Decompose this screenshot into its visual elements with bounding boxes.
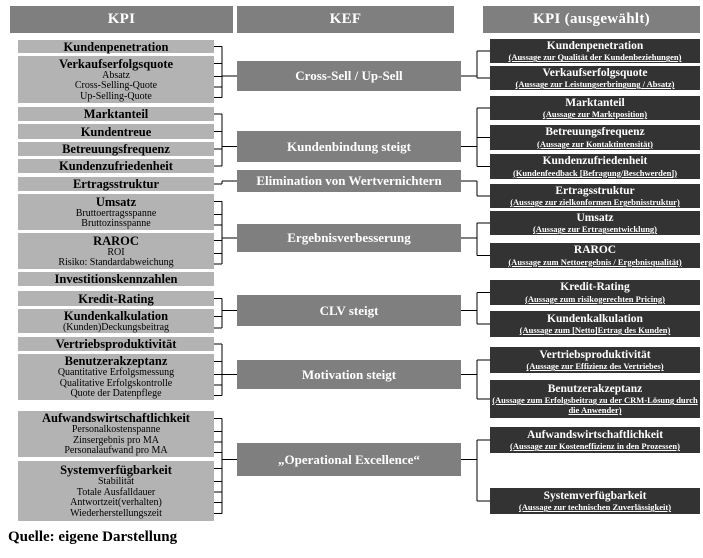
- kpi-box: [18, 107, 214, 121]
- selected-kpi-title: Marktanteil: [565, 96, 625, 109]
- kpi-box-title: Betreuungsfrequenz: [62, 142, 170, 156]
- kpi-box: [18, 40, 214, 53]
- kpi-box-title: Aufwandswirtschaftlichkeit: [42, 411, 190, 426]
- kpi-box: [18, 56, 214, 103]
- selected-kpi-subtitle: (Aussage zum Nettoergebnis / Ergebnisqualität): [508, 256, 682, 267]
- kpi-box-sub: ROI: [107, 246, 125, 258]
- kpi-box: [18, 142, 214, 156]
- kpi-box-sub: Wiederherstellungszeit: [70, 507, 162, 519]
- selected-kpi-subtitle: (Aussage zur Marktposition): [542, 109, 648, 120]
- kpi-box: [18, 177, 214, 191]
- selected-kpi-box: [490, 280, 700, 305]
- selected-kpi-subtitle: (Aussage zur Leistungserbringung / Absatz): [515, 79, 675, 90]
- kpi-box-sub: Stabilität: [97, 476, 135, 487]
- selected-kpi-title: Betreuungsfrequenz: [545, 126, 645, 139]
- column-header-kpi-selected: KPI (ausgewählt): [483, 6, 700, 33]
- kpi-box-title: Kredit-Rating: [78, 291, 154, 306]
- kpi-box-sub: Zinsergebnis pro MA: [73, 434, 159, 446]
- selected-kpi-box: [490, 311, 700, 337]
- kpi-box: [18, 272, 214, 286]
- selected-kpi-subtitle: (Aussage zum risikogerechten Pricing): [525, 293, 665, 304]
- selected-kpi-title: Systemverfügbarkeit: [543, 489, 647, 502]
- kpi-box-sub: Qualitative Erfolgskontrolle: [59, 377, 173, 389]
- selected-kpi-subtitle: (Aussage zum [Netto]Ertrag des Kunden): [519, 325, 671, 336]
- kpi-box-sub: Personalkostenspanne: [71, 424, 161, 436]
- selected-kpi-subtitle: (Aussage zur Qualität der Kundenbeziehungen): [508, 52, 682, 63]
- kpi-box: [18, 291, 214, 306]
- kpi-box-sub: Cross-Selling-Quote: [74, 80, 158, 92]
- kpi-box-sub: Bruttoertragsspanne: [75, 207, 157, 219]
- selected-kpi-box: [490, 154, 700, 179]
- selected-kpi-title: Kundenpenetration: [546, 39, 644, 52]
- selected-kpi-title: Vertriebsproduktivität: [539, 348, 651, 361]
- selected-kpi-box: [490, 211, 700, 235]
- selected-kpi-box: [490, 96, 700, 120]
- selected-kpi-title: Aufwandswirtschaftlichkeit: [526, 428, 664, 441]
- kpi-box-sub: Quote der Datenpflege: [70, 388, 162, 400]
- kpi-box-title: Systemverfügbarkeit: [60, 463, 172, 477]
- selected-kpi-title: Umsatz: [576, 211, 614, 224]
- kpi-box-sub: Antwortzeit(verhalten): [70, 497, 162, 508]
- selected-kpi-box: [490, 39, 700, 63]
- selected-kpi-box: [490, 243, 700, 268]
- kef-box: CLV steigt: [237, 295, 461, 326]
- selected-kpi-subtitle: (Aussage zur Kosteneffizienz in den Prozessen): [510, 441, 680, 452]
- kpi-box: [18, 461, 214, 521]
- selected-kpi-subtitle: (Aussage zur zielkonformen Ergebnisstruktur): [510, 197, 680, 208]
- selected-kpi-title: Kundenzufriedenheit: [542, 155, 648, 168]
- selected-kpi-title: Verkaufserfolgsquote: [542, 66, 648, 79]
- kpi-box-title: Benutzerakzeptanz: [64, 354, 168, 369]
- kef-box: Cross-Sell / Up-Sell: [237, 61, 461, 91]
- kpi-box-sub: Bruttozinsspanne: [81, 218, 151, 229]
- selected-kpi-title: Ertragsstruktur: [555, 184, 635, 197]
- kef-box: „Operational Excellence“: [237, 443, 461, 476]
- kpi-box-title: Umsatz: [95, 194, 137, 209]
- kpi-box-sub: Risiko: Standardabweichung: [58, 257, 174, 268]
- selected-kpi-box: [490, 380, 700, 418]
- kpi-box-title: Kundenkalkulation: [63, 308, 169, 323]
- selected-kpi-box: [490, 66, 700, 90]
- kpi-box-sub: Quantitative Erfolgsmessung: [57, 367, 175, 379]
- kpi-box-title: Verkaufserfolgsquote: [58, 56, 174, 71]
- selected-kpi-box: [490, 488, 700, 514]
- selected-kpi-title: RAROC: [573, 244, 617, 257]
- selected-kpi-subtitle: (Aussage zum Erfolgsbeitrag zu der CRM-Lösung durch die Anwender): [492, 395, 698, 416]
- kpi-box-sub: Personalaufwand pro MA: [64, 445, 168, 457]
- column-header-kef: KEF: [237, 6, 454, 33]
- selected-kpi-box: [490, 427, 700, 453]
- kpi-box-sub: Totale Ausfalldauer: [76, 486, 156, 498]
- selected-kpi-title: Kundenkalkulation: [547, 312, 643, 325]
- kpi-box: [18, 337, 214, 351]
- kpi-box: [18, 309, 214, 333]
- kpi-box-sub: (Kunden)Deckungsbeitrag: [62, 321, 170, 333]
- selected-kpi-box: [490, 347, 700, 373]
- kpi-box: [18, 124, 214, 139]
- kpi-box-title: Vertriebsproduktivität: [55, 337, 177, 351]
- kpi-box: [18, 354, 214, 400]
- kpi-box-title: Marktanteil: [83, 107, 149, 121]
- selected-kpi-title: Benutzerakzeptanz: [547, 382, 643, 395]
- kpi-box: [18, 411, 214, 457]
- kpi-box-title: RAROC: [93, 233, 139, 248]
- kpi-box-title: Kundentreue: [80, 124, 152, 139]
- selected-kpi-title: Kredit-Rating: [560, 281, 630, 294]
- kpi-box: [18, 233, 214, 269]
- kpi-box-title: Investitionskennzahlen: [54, 272, 178, 286]
- selected-kpi-subtitle: (Aussage zur Kontaktintensität): [536, 138, 653, 149]
- kef-box: Elimination von Wertvernichtern: [237, 170, 461, 192]
- selected-kpi-box: [490, 125, 700, 150]
- selected-kpi-subtitle: (Aussage zur Effizienz des Vertriebes): [526, 361, 664, 372]
- kpi-box-title: Kundenpenetration: [63, 39, 169, 54]
- kpi-box-sub: Up-Selling-Quote: [80, 90, 152, 102]
- kef-box: Kundenbindung steigt: [237, 131, 461, 162]
- kpi-box-title: Ertragsstruktur: [72, 177, 160, 191]
- selected-kpi-subtitle: (Kundenfeedback [Befragung/Beschwerden]): [512, 167, 678, 178]
- kpi-box: [18, 194, 214, 230]
- kpi-box: [18, 159, 214, 173]
- selected-kpi-subtitle: (Aussage zur technischen Zuverlässigkeit): [518, 502, 672, 513]
- selected-kpi-subtitle: (Aussage zur Ertragsentwicklung): [532, 224, 658, 235]
- column-header-kpi: KPI: [10, 6, 233, 33]
- kpi-box-sub: Absatz: [102, 69, 130, 81]
- source-caption: Quelle: eigene Darstellung: [8, 529, 178, 545]
- selected-kpi-box: [490, 184, 700, 208]
- kef-box: Motivation steigt: [237, 360, 461, 389]
- kpi-box-title: Kundenzufriedenheit: [59, 159, 173, 173]
- kef-box: Ergebnisverbesserung: [237, 224, 461, 252]
